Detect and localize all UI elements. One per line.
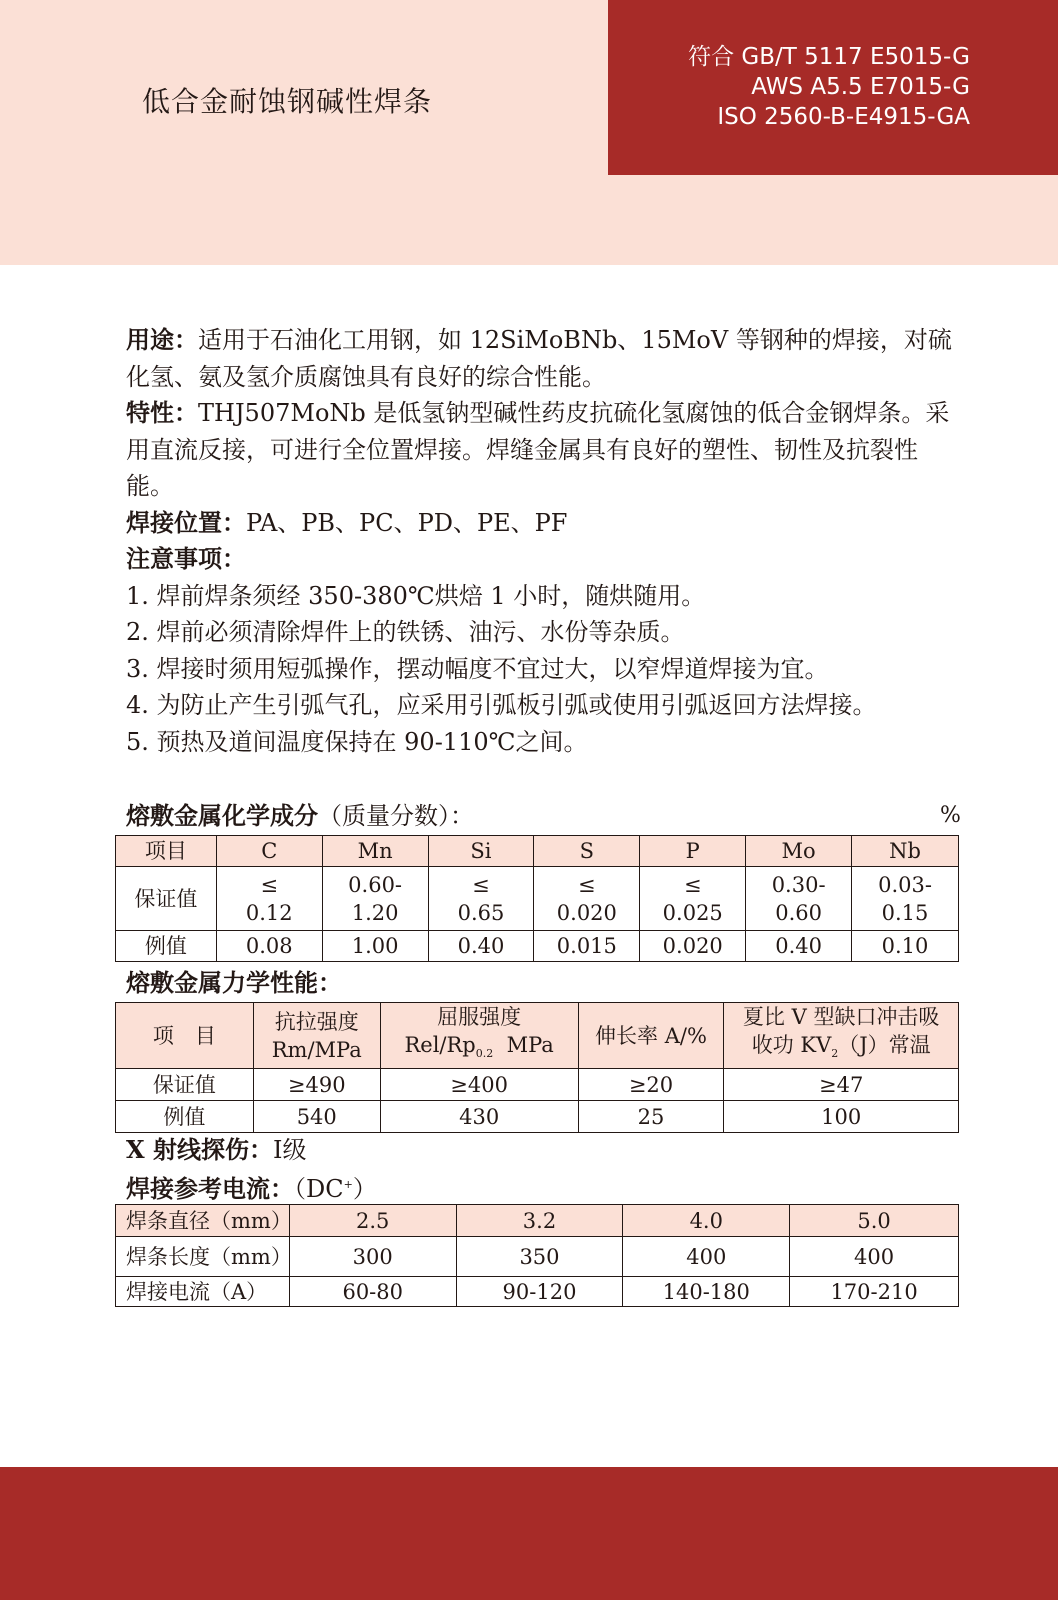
chem-cell: 1.00	[322, 931, 428, 962]
current-row-label: 焊条直径（mm）	[116, 1205, 290, 1237]
position-text: PA、PB、PC、PD、PE、PF	[246, 508, 568, 537]
standard-iso: ISO 2560-B-E4915-GA	[717, 104, 970, 130]
mech-cell: 25	[578, 1101, 724, 1133]
current-cell: 4.0	[623, 1205, 790, 1237]
chem-cell: 0.30- 0.60	[746, 867, 852, 931]
feature-text: THJ507MoNb 是低氢钠型碱性药皮抗硫化氢腐蚀的低合金钢焊条。采用直流反接，可进行全位置焊接。焊缝金属具有良好的塑性、韧性及抗裂性能。	[126, 399, 950, 500]
current-table	[115, 1204, 959, 1307]
position-paragraph	[126, 505, 962, 542]
current-cell: 400	[623, 1237, 790, 1277]
mech-cell: 100	[724, 1101, 959, 1133]
chem-cell: 0.40	[746, 931, 852, 962]
chem-cell: 0.60- 1.20	[322, 867, 428, 931]
mech-cell: 540	[253, 1101, 380, 1133]
current-cell: 90-120	[456, 1277, 623, 1307]
note-item: 1. 焊前焊条须经 350-380℃烘焙 1 小时，随烘随用。	[126, 581, 706, 610]
mech-header-elongation: 伸长率 A/%	[578, 1003, 724, 1069]
chem-header-cell: C	[216, 836, 322, 867]
chem-header-cell: 项目	[116, 836, 217, 867]
note-item: 2. 焊前必须清除焊件上的铁锈、油污、水份等杂质。	[126, 618, 685, 646]
mech-header-tensile: 抗拉强度 Rm/MPa	[253, 1003, 380, 1069]
standard-gb: 符合 GB/T 5117 E5015-G	[688, 44, 970, 70]
mech-cell: ≥20	[578, 1069, 724, 1101]
chem-guarantee-row	[116, 867, 959, 931]
position-label: 焊接位置：	[126, 507, 246, 537]
current-dc: （DC+）	[294, 1175, 377, 1203]
standards-list	[688, 42, 970, 132]
standard-aws: AWS A5.5 E7015-G	[751, 74, 970, 100]
chem-row-label: 保证值	[116, 867, 217, 931]
chem-cell: 0.03- 0.15	[852, 867, 959, 931]
footer-band	[0, 1467, 1058, 1600]
usage-paragraph	[126, 322, 962, 395]
chem-cell: 0.10	[852, 931, 959, 962]
chem-header-cell: Si	[428, 836, 534, 867]
mech-guarantee-row	[116, 1069, 959, 1101]
chem-header-cell: Mn	[322, 836, 428, 867]
mech-cell: ≥490	[253, 1069, 380, 1101]
chem-table	[115, 835, 959, 962]
current-cell: 400	[790, 1237, 959, 1277]
chem-row-label: 例值	[116, 931, 217, 962]
usage-text: 适用于石油化工用钢，如 12SiMoBNb、15MoV 等钢种的焊接，对硫化氢、氨及氢介质腐蚀具有良好的综合性能。	[126, 326, 952, 391]
chem-header-cell: P	[640, 836, 746, 867]
current-cell: 140-180	[623, 1277, 790, 1307]
current-cell: 170-210	[790, 1277, 959, 1307]
chem-title-suffix: （质量分数）：	[318, 802, 474, 830]
chem-cell: ≤ 0.65	[428, 867, 534, 931]
mech-cell: 430	[380, 1101, 578, 1133]
intro-section	[126, 322, 962, 760]
mech-header-impact: 夏比 V 型缺口冲击吸 收功 $KV_2(J)$常温	[724, 1003, 959, 1069]
mech-cell: ≥47	[724, 1069, 959, 1101]
current-current-row	[116, 1277, 959, 1307]
mech-title: 熔敷金属力学性能：	[126, 968, 342, 997]
chem-header-cell: S	[534, 836, 640, 867]
chem-cell: 0.40	[428, 931, 534, 962]
chem-cell: ≤ 0.020	[534, 867, 640, 931]
current-title: 焊接参考电流：	[126, 1174, 294, 1203]
page-title: 低合金耐蚀钢碱性焊条	[142, 85, 433, 118]
notes-label: 注意事项：	[126, 544, 246, 573]
mech-example-row	[116, 1101, 959, 1133]
current-heading	[126, 1170, 377, 1204]
note-item: 5. 预热及道间温度保持在 90-110℃之间。	[126, 727, 588, 756]
mech-table	[115, 1002, 959, 1133]
current-cell: 60-80	[289, 1277, 456, 1307]
mech-row-label: 保证值	[116, 1069, 254, 1101]
chem-header-cell: Mo	[746, 836, 852, 867]
current-row-label: 焊条长度（mm）	[116, 1237, 290, 1277]
current-cell: 300	[289, 1237, 456, 1277]
xray-line	[126, 1135, 306, 1165]
mech-header-item: 项 目	[116, 1003, 254, 1069]
chem-cell: 0.015	[534, 931, 640, 962]
mech-row-label: 例值	[116, 1101, 254, 1133]
chem-cell: ≤ 0.025	[640, 867, 746, 931]
xray-value: Ⅰ级	[272, 1136, 307, 1164]
chem-cell: 0.020	[640, 931, 746, 962]
feature-label: 特性：	[126, 398, 198, 427]
note-item: 3. 焊接时须用短弧操作，摆动幅度不宜过大，以窄焊道焊接为宜。	[126, 654, 829, 683]
feature-paragraph	[126, 395, 962, 505]
current-length-row	[116, 1237, 959, 1277]
usage-label: 用途：	[126, 325, 198, 354]
chem-cell: ≤ 0.12	[216, 867, 322, 931]
note-item: 4. 为防止产生引弧气孔，应采用引弧板引弧或使用引弧返回方法焊接。	[126, 691, 877, 719]
current-cell: 3.2	[456, 1205, 623, 1237]
chem-unit: %	[940, 803, 961, 828]
chem-title: 熔敷金属化学成分	[126, 801, 318, 830]
current-cell: 350	[456, 1237, 623, 1277]
chem-cell: 0.08	[216, 931, 322, 962]
current-diameter-row	[116, 1205, 959, 1237]
chem-header-cell: Nb	[852, 836, 959, 867]
standards-box	[608, 0, 1058, 175]
chem-example-row	[116, 931, 959, 962]
chem-heading	[126, 801, 474, 831]
current-cell: 2.5	[289, 1205, 456, 1237]
current-row-label: 焊接电流（A）	[116, 1277, 290, 1307]
xray-label: X 射线探伤：	[126, 1135, 273, 1164]
mech-header-yield: 屈服强度 Rel/$Rp_{0.2}$ MPa	[380, 1003, 578, 1069]
mech-header-row	[116, 1003, 959, 1069]
current-cell: 5.0	[790, 1205, 959, 1237]
chem-header-row	[116, 836, 959, 867]
mech-cell: ≥400	[380, 1069, 578, 1101]
